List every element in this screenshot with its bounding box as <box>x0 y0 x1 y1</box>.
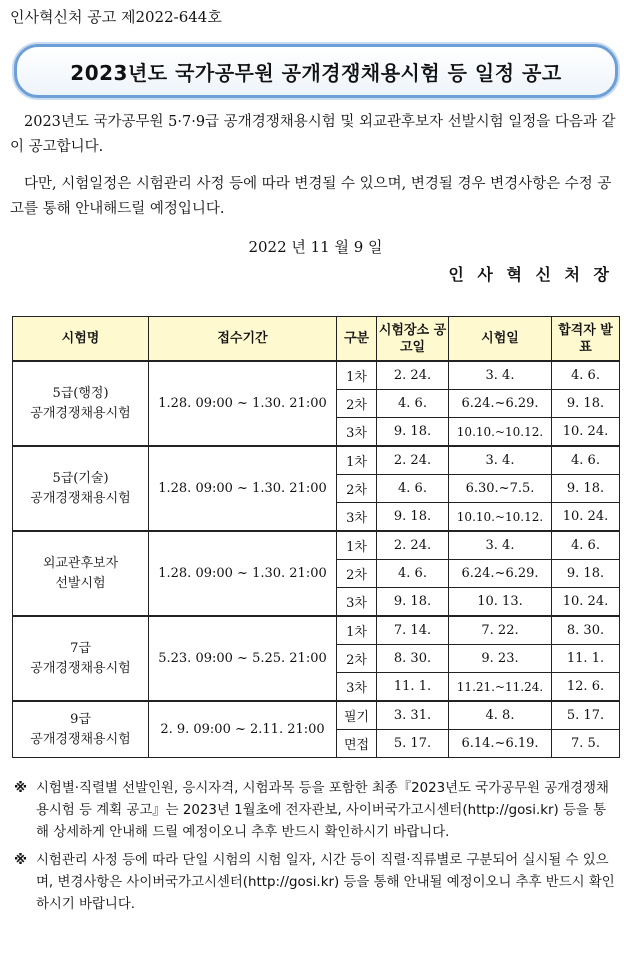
stage-cell: 1차 <box>337 616 377 645</box>
header-application-period: 접수기간 <box>149 317 337 362</box>
exam-date-cell: 6.14.~6.19. <box>449 730 552 758</box>
reference-mark-icon: ※ <box>14 781 28 796</box>
exam-name-cell <box>13 531 149 616</box>
exam-name-line1: 5급(행정) <box>52 385 109 401</box>
stage-cell: 3차 <box>337 503 377 532</box>
document-number: 인사혁신처 공고 제2022-644호 <box>10 8 222 26</box>
exam-date-cell: 10. 13. <box>449 588 552 617</box>
result-date-cell: 4. 6. <box>552 446 620 475</box>
exam-name-cell <box>13 616 149 701</box>
exam-name-cell <box>13 701 149 758</box>
exam-date-cell: 4. 8. <box>449 701 552 730</box>
header-stage: 구분 <box>337 317 377 362</box>
announcement-date: 2022 년 11 월 9 일 <box>248 238 383 256</box>
application-period-cell: 5.23. 09:00 ~ 5.25. 21:00 <box>149 616 337 701</box>
result-date-cell: 11. 1. <box>552 645 620 673</box>
stage-cell: 면접 <box>337 730 377 758</box>
venue-notice-cell: 11. 1. <box>377 673 449 702</box>
exam-name-line1: 외교관후보자 <box>42 555 119 571</box>
application-period-cell: 2. 9. 09:00 ~ 2.11. 21:00 <box>149 701 337 758</box>
venue-notice-cell: 4. 6. <box>377 390 449 418</box>
exam-date-cell: 10.10.~10.12. <box>449 503 552 532</box>
footnote-text: 시험관리 사정 등에 따라 단일 시험의 시험 일자, 시간 등이 직렬·직류별로 구분되어 실시될 수 있으며, 변경사항은 사이버국가고시센터(http://gosi.kr) 등을 통해 안내될 예정이오니 추후 반드시 확인하시기 바랍니다. <box>36 853 615 912</box>
header-exam-name: 시험명 <box>13 317 149 362</box>
exam-date-cell: 9. 23. <box>449 645 552 673</box>
header-result-announcement: 합격자 발표 <box>552 317 620 362</box>
venue-notice-cell: 9. 18. <box>377 418 449 447</box>
exam-group-diplomat <box>13 531 620 616</box>
application-period-cell: 1.28. 09:00 ~ 1.30. 21:00 <box>149 531 337 616</box>
exam-date-cell: 3. 4. <box>449 531 552 560</box>
table-row <box>13 616 620 645</box>
table-row <box>13 361 620 390</box>
venue-notice-cell: 4. 6. <box>377 560 449 588</box>
exam-date-cell: 6.24.~6.29. <box>449 390 552 418</box>
exam-date-cell: 3. 4. <box>449 446 552 475</box>
exam-name-line2: 공개경쟁채용시험 <box>30 731 131 747</box>
header-venue-notice-date: 시험장소 공고일 <box>377 317 449 362</box>
notice-paragraph: 다만, 시험일정은 시험관리 사정 등에 따라 변경될 수 있으며, 변경될 경우 변경사항은 수정 공고를 통해 안내해드릴 예정입니다. <box>10 176 612 217</box>
exam-group-5grade-admin <box>13 361 620 446</box>
stage-cell: 필기 <box>337 701 377 730</box>
result-date-cell: 8. 30. <box>552 616 620 645</box>
exam-name-cell <box>13 361 149 446</box>
stage-cell: 3차 <box>337 673 377 702</box>
footnote-item <box>14 850 618 916</box>
venue-notice-cell: 5. 17. <box>377 730 449 758</box>
venue-notice-cell: 9. 18. <box>377 588 449 617</box>
result-date-cell: 5. 17. <box>552 701 620 730</box>
exam-name-line1: 7급 <box>70 640 91 656</box>
exam-date-cell: 10.10.~10.12. <box>449 418 552 447</box>
title-text: 2023년도 국가공무원 공개경쟁채용시험 등 일정 공고 <box>70 60 562 85</box>
stage-cell: 1차 <box>337 446 377 475</box>
venue-notice-cell: 2. 24. <box>377 531 449 560</box>
stage-cell: 3차 <box>337 418 377 447</box>
header-exam-date: 시험일 <box>449 317 552 362</box>
venue-notice-cell: 8. 30. <box>377 645 449 673</box>
result-date-cell: 9. 18. <box>552 560 620 588</box>
result-date-cell: 4. 6. <box>552 361 620 390</box>
exam-date-cell: 6.30.~7.5. <box>449 475 552 503</box>
result-date-cell: 10. 24. <box>552 588 620 617</box>
footnote-item <box>14 778 618 844</box>
exam-group-9grade <box>13 701 620 758</box>
issuing-organization: 인 사 혁 신 처 장 <box>448 265 613 284</box>
stage-cell: 1차 <box>337 361 377 390</box>
result-date-cell: 4. 6. <box>552 531 620 560</box>
exam-name-line2: 공개경쟁채용시험 <box>30 660 131 676</box>
result-date-cell: 12. 6. <box>552 673 620 702</box>
result-date-cell: 10. 24. <box>552 418 620 447</box>
stage-cell: 2차 <box>337 645 377 673</box>
exam-name-cell <box>13 446 149 531</box>
exam-date-cell: 7. 22. <box>449 616 552 645</box>
venue-notice-cell: 7. 14. <box>377 616 449 645</box>
stage-cell: 1차 <box>337 531 377 560</box>
table-row <box>13 531 620 560</box>
result-date-cell: 9. 18. <box>552 390 620 418</box>
exam-name-line1: 9급 <box>70 711 91 727</box>
reference-mark-icon: ※ <box>14 853 28 868</box>
document-title <box>14 44 618 98</box>
stage-cell: 3차 <box>337 588 377 617</box>
result-date-cell: 7. 5. <box>552 730 620 758</box>
table-row <box>13 446 620 475</box>
intro-paragraph: 2023년도 국가공무원 5·7·9급 공개경쟁채용시험 및 외교관후보자 선발시험 일정을 다음과 같이 공고합니다. <box>10 114 616 155</box>
exam-date-cell: 6.24.~6.29. <box>449 560 552 588</box>
venue-notice-cell: 9. 18. <box>377 503 449 532</box>
exam-name-line1: 5급(기술) <box>52 470 109 486</box>
exam-group-7grade <box>13 616 620 701</box>
venue-notice-cell: 2. 24. <box>377 361 449 390</box>
table-row <box>13 701 620 730</box>
table-header-row <box>13 317 620 362</box>
exam-schedule-table <box>12 316 620 758</box>
exam-group-5grade-tech <box>13 446 620 531</box>
result-date-cell: 9. 18. <box>552 475 620 503</box>
exam-name-line2: 공개경쟁채용시험 <box>30 490 131 506</box>
venue-notice-cell: 4. 6. <box>377 475 449 503</box>
application-period-cell: 1.28. 09:00 ~ 1.30. 21:00 <box>149 361 337 446</box>
footnotes <box>14 778 618 922</box>
application-period-cell: 1.28. 09:00 ~ 1.30. 21:00 <box>149 446 337 531</box>
stage-cell: 2차 <box>337 475 377 503</box>
exam-date-cell: 3. 4. <box>449 361 552 390</box>
exam-name-line2: 공개경쟁채용시험 <box>30 405 131 421</box>
stage-cell: 2차 <box>337 390 377 418</box>
exam-date-cell: 11.21.~11.24. <box>449 673 552 702</box>
venue-notice-cell: 3. 31. <box>377 701 449 730</box>
result-date-cell: 10. 24. <box>552 503 620 532</box>
exam-name-line2: 선발시험 <box>55 575 106 591</box>
footnote-text: 시험별·직렬별 선발인원, 응시자격, 시험과목 등을 포함한 최종『2023년도 국가공무원 공개경쟁채용시험 등 계획 공고』는 2023년 1월초에 전자관보, 사이버국가고시센터(http://gosi.kr) 등을 통해 상세하게 안내해 드릴 예정이오니 추후 반드시 확인하시기 바랍니다. <box>36 781 609 840</box>
stage-cell: 2차 <box>337 560 377 588</box>
venue-notice-cell: 2. 24. <box>377 446 449 475</box>
